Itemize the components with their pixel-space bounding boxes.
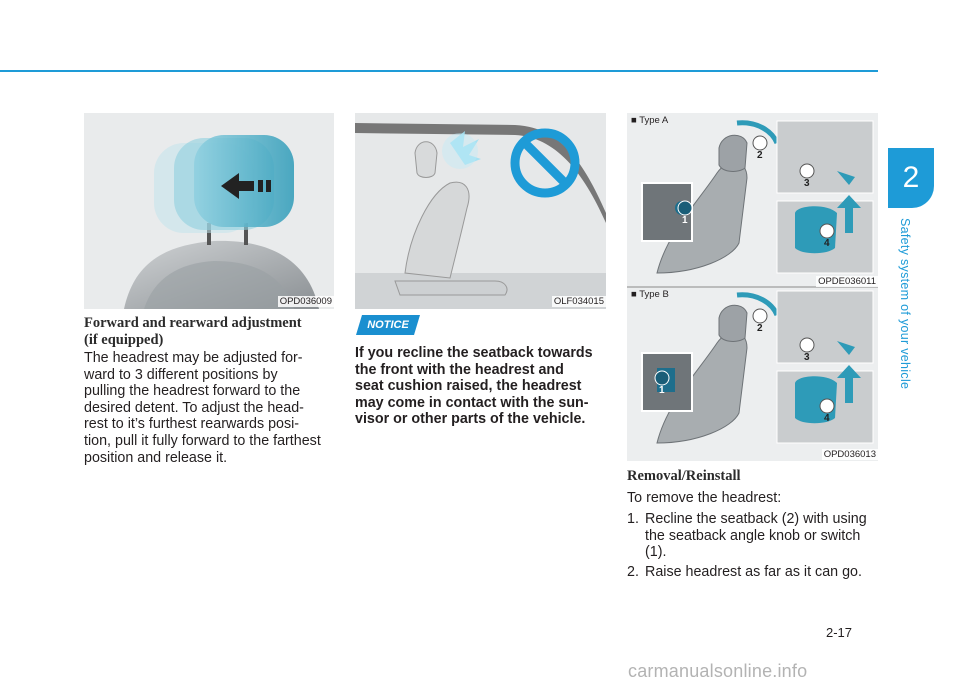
notice-line: If you recline the seatback towards [355, 345, 593, 361]
removal-step-2 [627, 564, 879, 582]
type-b-label: ■ Type B [631, 289, 669, 300]
header-rule [0, 70, 878, 72]
notice-label: NOTICE [367, 319, 409, 331]
body-line: desired detent. To adjust the head- [84, 399, 304, 416]
step-text [645, 511, 879, 561]
notice-line: the front with the headrest and [355, 361, 564, 378]
page-number: 2-17 [826, 625, 853, 640]
notice-paragraph [355, 345, 606, 428]
recline-illustration [355, 113, 606, 309]
headrest-seat-illustration [84, 113, 334, 309]
callout-2: 2 [757, 150, 763, 161]
removal-step-1 [627, 511, 879, 563]
notice-line: may come in contact with the sun- [355, 394, 589, 411]
step-line: the seatback angle knob or switch [645, 527, 861, 544]
type-a-label: ■ Type A [631, 115, 669, 126]
callout-1-b: 1 [659, 385, 665, 396]
removal-illustration [627, 113, 878, 461]
figure-code: OPD036009 [279, 296, 332, 307]
body-line: The headrest may be adjusted for- [84, 350, 303, 366]
callout-1: 1 [682, 215, 688, 226]
body-line: rest to it’s furthest rearwards posi- [84, 416, 300, 433]
step-number: 2. [627, 564, 639, 580]
notice-line: seat cushion raised, the headrest [355, 378, 582, 395]
body-line: ward to 3 different positions by [84, 366, 278, 383]
watermark: carmanualsonline.info [628, 661, 808, 681]
chapter-number: 2 [902, 161, 920, 194]
recline-warning-figure [355, 113, 606, 309]
chapter-title-vertical [895, 218, 929, 408]
figure-code: OLF034015 [553, 296, 604, 307]
type-b-code: OPD036013 [823, 449, 876, 460]
chapter-title: Safety system of your vehicle [898, 218, 912, 390]
body-line: position and release it. [84, 449, 228, 466]
body-line: pulling the headrest forward to the [84, 383, 301, 400]
step-line: (1). [645, 544, 667, 561]
headrest-adjust-figure [84, 113, 334, 309]
heading-line-1: Forward and rearward adjustment [84, 315, 302, 331]
removal-heading: Removal/Reinstall [627, 468, 741, 484]
callout-4-b: 4 [824, 413, 830, 424]
section-heading [84, 315, 344, 349]
step-line: Raise headrest as far as it can go. [645, 564, 862, 580]
type-a-code: OPDE036011 [818, 276, 876, 287]
step-number: 1. [627, 511, 639, 527]
body-line: tion, pull it fully forward to the farthest [84, 432, 321, 449]
callout-3-b: 3 [804, 352, 810, 363]
removal-figure [627, 113, 878, 461]
notice-line: visor or other parts of the vehicle. [355, 411, 586, 428]
step-text [645, 564, 879, 581]
chapter-tab [888, 148, 934, 208]
heading-line-2: (if equipped) [84, 332, 164, 348]
callout-3: 3 [804, 178, 810, 189]
removal-intro: To remove the headrest: [627, 490, 782, 506]
step-line: Recline the seatback (2) with using [645, 511, 867, 527]
adjust-paragraph [84, 350, 334, 466]
notice-badge [356, 315, 420, 335]
callout-4: 4 [824, 238, 830, 249]
callout-2-b: 2 [757, 323, 763, 334]
